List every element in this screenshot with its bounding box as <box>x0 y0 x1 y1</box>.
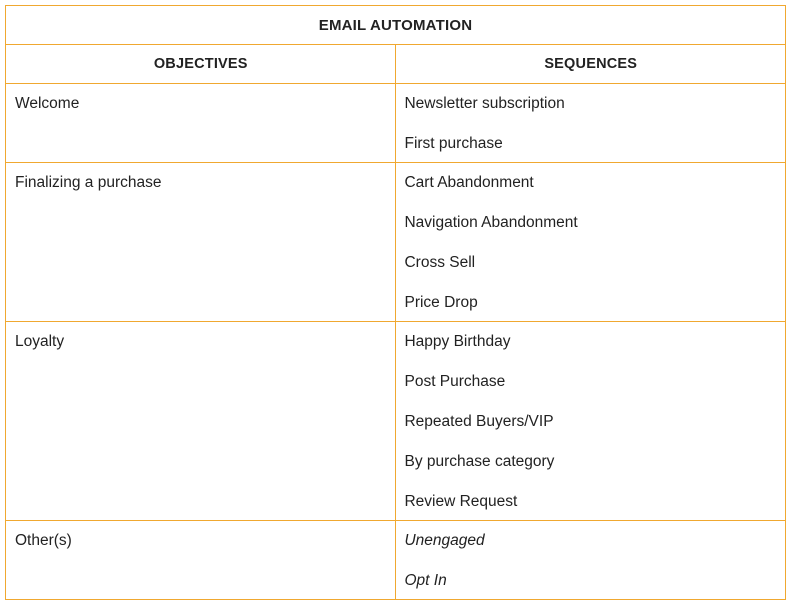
sequence-item: Cross Sell <box>404 254 476 271</box>
sequences-header: SEQUENCES <box>396 45 786 84</box>
sequence-item: First purchase <box>404 135 503 152</box>
objective-cell <box>6 84 396 163</box>
table-row <box>6 84 786 163</box>
objective-cell <box>6 163 396 322</box>
objective-cell <box>6 322 396 521</box>
objectives-header: OBJECTIVES <box>6 45 396 84</box>
sequence-list <box>396 163 785 321</box>
sequence-item: Newsletter subscription <box>404 95 565 112</box>
sequence-item: Happy Birthday <box>404 333 511 350</box>
sequences-cell <box>396 322 786 521</box>
sequences-cell <box>396 163 786 322</box>
table-row <box>6 163 786 322</box>
sequence-item: Price Drop <box>404 294 478 311</box>
sequence-item: Review Request <box>404 493 518 510</box>
email-automation-table <box>5 5 786 600</box>
sequences-cell <box>396 84 786 163</box>
sequence-list <box>396 322 785 520</box>
sequences-cell <box>396 521 786 600</box>
sequence-item: Post Purchase <box>404 373 506 390</box>
sequence-list <box>396 84 785 162</box>
table-title: EMAIL AUTOMATION <box>6 6 786 45</box>
objective-label: Welcome <box>15 95 80 112</box>
objective-label: Finalizing a purchase <box>15 174 162 191</box>
sequence-item: Opt In <box>404 572 447 589</box>
objective-label: Other(s) <box>15 532 72 549</box>
sequence-item: Cart Abandonment <box>404 174 534 191</box>
title-row <box>6 6 786 45</box>
table-row <box>6 322 786 521</box>
sequence-item: Unengaged <box>404 532 485 549</box>
sequence-item: Repeated Buyers/VIP <box>404 413 554 430</box>
sequence-item: Navigation Abandonment <box>404 214 578 231</box>
sequence-item: By purchase category <box>404 453 555 470</box>
objective-cell <box>6 521 396 600</box>
sequence-list <box>396 521 785 599</box>
header-row <box>6 45 786 84</box>
objective-label: Loyalty <box>15 333 65 350</box>
table-row <box>6 521 786 600</box>
